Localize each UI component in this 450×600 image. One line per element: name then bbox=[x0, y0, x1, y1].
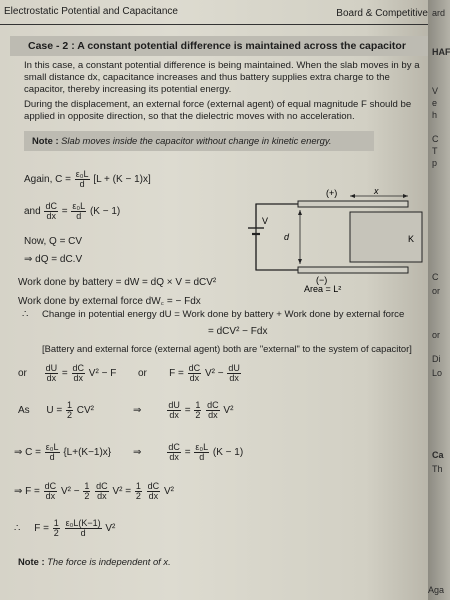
eq-label: F = bbox=[169, 368, 184, 380]
fraction bbox=[45, 443, 60, 462]
capacitor-diagram bbox=[240, 186, 430, 296]
fraction bbox=[45, 364, 59, 383]
eq-rest: V² bbox=[105, 523, 116, 535]
denominator: dx bbox=[229, 373, 239, 383]
numerator: dC bbox=[45, 201, 57, 211]
fraction bbox=[66, 401, 73, 420]
adjacent-page-edge bbox=[428, 0, 450, 600]
eq-rest: {L+(K−1)x} bbox=[63, 447, 112, 459]
numerator: dC bbox=[188, 363, 201, 373]
paragraph-1: In this case, a constant potential difference is being maintained. When the slab moves in by a small distance dx, capacitance increases and thus battery supplies extra charge to the capacitor, thereby increasing its potential energy. bbox=[24, 60, 420, 95]
note-label: Note : bbox=[32, 135, 59, 146]
eq-work-external: Work done by external force dW꜀ = − Fdx bbox=[18, 296, 201, 307]
fraction bbox=[44, 482, 58, 501]
numerator: ε₀L bbox=[75, 169, 89, 179]
fraction bbox=[72, 364, 86, 383]
numerator: dC bbox=[207, 400, 219, 410]
eq-force-2 bbox=[14, 482, 174, 501]
eq-label: Again, C = bbox=[24, 174, 71, 186]
fraction bbox=[227, 364, 241, 383]
paragraph-2: During the displacement, an external force (external agent) of equal magnitude F should be applied in opposite direction, so that the dielectric moves with no acceleration. bbox=[24, 99, 412, 122]
denominator: 2 bbox=[53, 528, 59, 538]
fraction bbox=[167, 443, 181, 462]
numerator: 1 bbox=[66, 400, 72, 410]
eq-change-pe: Change in potential energy dU = Work done by battery + Work done by external force bbox=[42, 309, 405, 320]
label-x: x bbox=[374, 186, 379, 196]
label-K: K bbox=[408, 234, 415, 244]
note-text: The force is independent of x. bbox=[47, 556, 171, 567]
right-page-text: p bbox=[432, 158, 438, 168]
numerator: 1 bbox=[84, 481, 90, 491]
bottom-plate bbox=[298, 267, 408, 273]
implies-arrow: ⇒ bbox=[133, 447, 142, 459]
eq-force-1 bbox=[138, 364, 242, 383]
denominator: dx bbox=[46, 211, 56, 221]
eq-derivative-c: and $\frac{dC}{dx}$ = $\frac{\text{ε₀L}}{d}$ (K − 1) bbox=[24, 201, 121, 221]
right-page-text: Di bbox=[432, 354, 441, 364]
eq-force-final bbox=[14, 519, 115, 538]
fraction bbox=[194, 401, 201, 420]
fraction bbox=[206, 401, 220, 420]
right-page-text: Ca bbox=[432, 450, 444, 460]
fraction bbox=[135, 482, 142, 501]
label-d: d bbox=[284, 232, 290, 242]
numerator: ε₀L(K−1) bbox=[65, 518, 101, 528]
eq-label: F = bbox=[34, 523, 50, 535]
numerator: 1 bbox=[135, 481, 141, 491]
denominator: dx bbox=[45, 491, 56, 501]
or-label: or bbox=[18, 368, 27, 380]
therefore-symbol: ∴ bbox=[14, 523, 21, 535]
fraction bbox=[71, 202, 86, 221]
denominator: dx bbox=[73, 373, 84, 383]
therefore-symbol: ∴ bbox=[22, 309, 29, 320]
denominator: d bbox=[80, 528, 86, 538]
right-page-text: or bbox=[432, 286, 441, 296]
fraction bbox=[65, 519, 102, 538]
eq-rest: V² bbox=[223, 405, 234, 417]
numerator: dC bbox=[44, 481, 57, 491]
numerator: ε₀L bbox=[45, 442, 59, 452]
numerator: dC bbox=[147, 481, 160, 491]
eq-label: U = bbox=[46, 405, 63, 417]
eq-dq: ⇒ dQ = dC.V bbox=[24, 254, 83, 265]
numerator: dC bbox=[168, 442, 180, 452]
denominator: dx bbox=[97, 491, 107, 501]
eq-derivative-c-2: ⇒ $\frac{dC}{dx}$ = $\frac{\text{ε₀L}}{d}$ (K − 1) bbox=[133, 442, 244, 462]
numerator: dC bbox=[72, 363, 85, 373]
fraction bbox=[83, 482, 90, 501]
fraction bbox=[147, 482, 161, 501]
note-label: Note : bbox=[18, 556, 45, 567]
eq-rest: V² − bbox=[60, 486, 80, 498]
eq-capacitance bbox=[24, 170, 151, 189]
denominator: d bbox=[199, 452, 205, 462]
right-page-text: h bbox=[432, 110, 438, 120]
eq-du-dx: or $\frac{dU}{dx}$ = $\frac{dC}{dx}$ V² − F bbox=[18, 363, 117, 383]
right-page-text: T bbox=[432, 146, 438, 156]
right-page-text: C bbox=[432, 272, 439, 282]
fraction bbox=[53, 519, 60, 538]
eq-rest: V² bbox=[163, 486, 174, 498]
right-page-text: Th bbox=[432, 464, 443, 474]
eq-rest: (K − 1) bbox=[89, 206, 121, 218]
right-page-text: V bbox=[432, 86, 439, 96]
label-V: V bbox=[262, 216, 269, 226]
eq-rest: V² − F bbox=[88, 368, 117, 380]
denominator: dx bbox=[189, 373, 200, 383]
denominator: 2 bbox=[84, 491, 90, 501]
denominator: dx bbox=[148, 491, 159, 501]
denominator: d bbox=[76, 211, 82, 221]
note-box-1 bbox=[24, 131, 374, 151]
header-series-title: Board & Competitive bbox=[336, 8, 428, 19]
page-header bbox=[4, 6, 430, 20]
eq-bracket-note: [Battery and external force (external agent) both are "external" to the system of capacitor] bbox=[42, 343, 412, 354]
denominator: d bbox=[79, 179, 85, 189]
as-label: As bbox=[18, 405, 30, 417]
denominator: dx bbox=[46, 373, 57, 383]
label-minus: (−) bbox=[316, 275, 328, 285]
note-text: Slab moves inside the capacitor without change in kinetic energy. bbox=[61, 135, 332, 146]
denominator: 2 bbox=[135, 491, 141, 501]
eq-label: ⇒ C = bbox=[14, 447, 41, 459]
right-page-text: HAF bbox=[432, 47, 450, 57]
numerator: dC bbox=[96, 481, 108, 491]
eq-work-battery: Work done by battery = dW = dQ × V = dCV² bbox=[18, 277, 217, 288]
denominator: dx bbox=[169, 410, 179, 420]
right-page-text: e bbox=[432, 98, 438, 108]
denominator: 2 bbox=[66, 410, 72, 420]
fraction bbox=[194, 443, 209, 462]
or-label: or bbox=[138, 368, 147, 380]
eq-label: ⇒ F = bbox=[14, 486, 40, 498]
eq-rest: CV² bbox=[76, 405, 94, 417]
right-page-text: Aga bbox=[428, 585, 445, 595]
eq-rest: [L + (K − 1)x] bbox=[93, 174, 151, 186]
fraction bbox=[167, 401, 181, 420]
numerator: dU bbox=[168, 400, 180, 410]
fraction bbox=[95, 482, 109, 501]
eq-capacitance-2 bbox=[14, 443, 111, 462]
eq-rest: V² = bbox=[112, 486, 132, 498]
fraction bbox=[188, 364, 202, 383]
implies-arrow: ⇒ bbox=[133, 405, 142, 417]
numerator: ε₀L bbox=[72, 201, 86, 211]
eq-rest: V² − bbox=[204, 368, 224, 380]
circuit-wire bbox=[256, 204, 298, 270]
header-rule bbox=[0, 24, 430, 25]
header-chapter-title: Electrostatic Potential and Capacitance bbox=[4, 6, 178, 17]
case-heading: Case - 2 : A constant potential difference is maintained across the capacitor bbox=[10, 36, 430, 56]
denominator: 2 bbox=[195, 410, 201, 420]
denominator: d bbox=[49, 452, 55, 462]
fraction bbox=[75, 170, 90, 189]
eq-energy bbox=[18, 401, 94, 420]
numerator: 1 bbox=[53, 518, 59, 528]
note-2 bbox=[18, 556, 171, 567]
numerator: 1 bbox=[195, 400, 201, 410]
denominator: dx bbox=[169, 452, 179, 462]
eq-du-dx-2: ⇒ $\frac{dU}{dx}$ = $\frac{1}{2}$ $\frac{dC}{dx}$ V² bbox=[133, 400, 234, 420]
right-page-text: ard bbox=[432, 8, 446, 18]
denominator: dx bbox=[208, 410, 218, 420]
fraction bbox=[44, 202, 58, 221]
right-page-text: C bbox=[432, 134, 439, 144]
right-page-text: Lo bbox=[432, 368, 443, 378]
eq-change-pe-rhs: = dCV² − Fdx bbox=[208, 326, 268, 337]
eq-label: and bbox=[24, 206, 41, 218]
label-area: Area = L² bbox=[304, 284, 342, 294]
eq-charge: Now, Q = CV bbox=[24, 236, 83, 247]
numerator: dU bbox=[228, 363, 240, 373]
top-plate bbox=[298, 201, 408, 207]
numerator: dU bbox=[45, 363, 58, 373]
label-plus: (+) bbox=[326, 188, 338, 198]
right-page-text: or bbox=[432, 330, 441, 340]
numerator: ε₀L bbox=[195, 442, 209, 452]
eq-rest: (K − 1) bbox=[212, 447, 244, 459]
